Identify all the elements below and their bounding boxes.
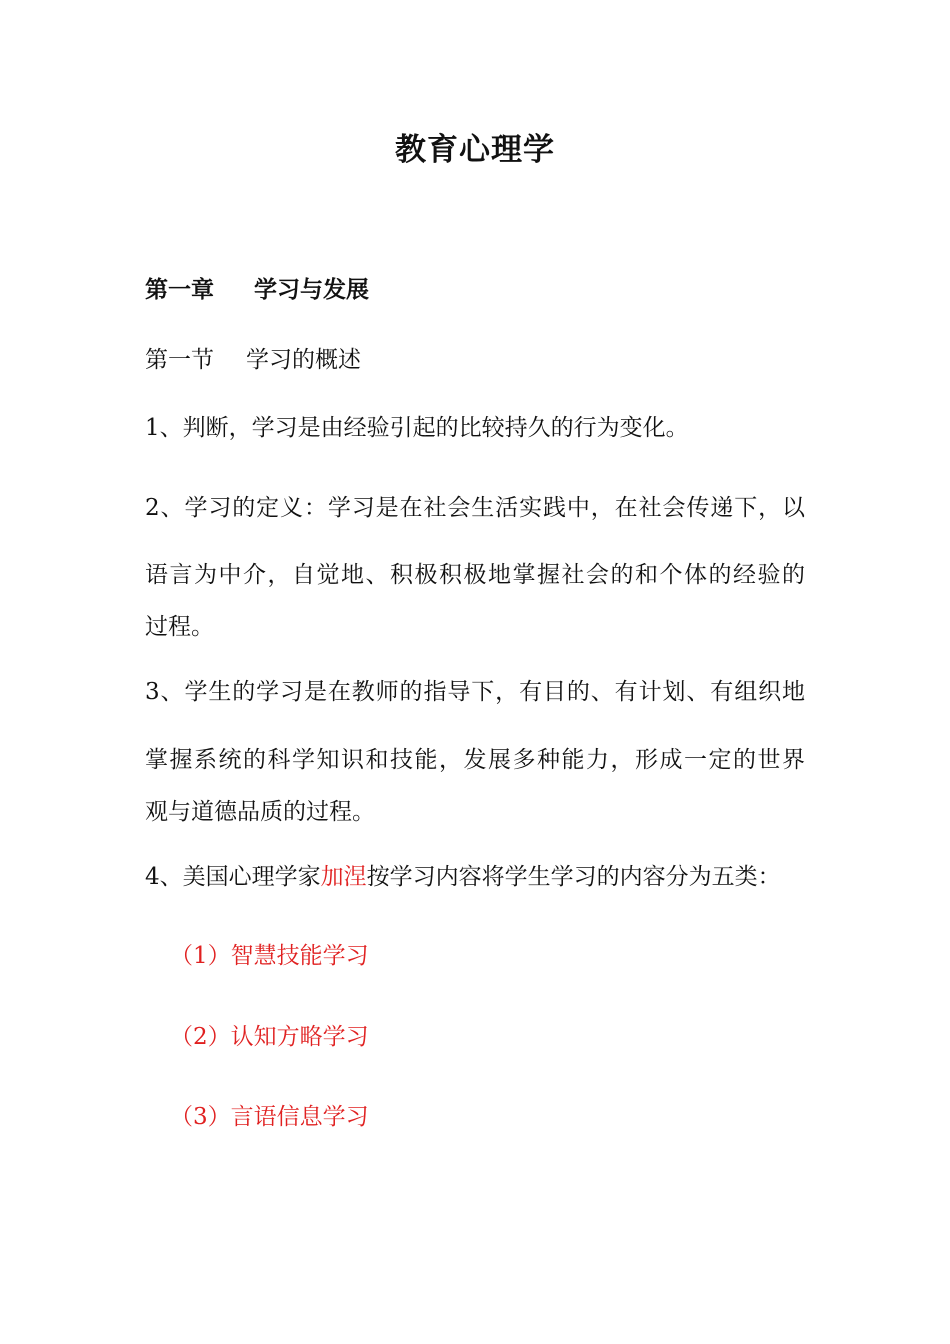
list-item: （1）智慧技能学习 (170, 943, 369, 969)
section-name: 学习的概述 (246, 347, 361, 373)
section-heading (145, 345, 361, 375)
list-item: （2）认知方略学习 (170, 1024, 369, 1050)
paragraph-2-line-2: 语言为中介，自觉地、积极积极地掌握社会的和个体的经验的 (145, 562, 805, 588)
document-title: 教育心理学 (395, 132, 555, 168)
highlighted-name: 加涅 (320, 864, 367, 890)
chapter-name: 学习与发展 (254, 276, 369, 303)
paragraph-2-line-3: 过程。 (145, 614, 214, 640)
paragraph-3-line-3: 观与道德品质的过程。 (145, 799, 375, 825)
chapter-heading (145, 275, 369, 305)
paragraph-3-line-1: 3、学生的学习是在教师的指导下，有目的、有计划、有组织地 (145, 679, 805, 705)
chapter-number: 第一章 (145, 276, 214, 303)
paragraph-4-lead: 4、美国心理学家 (145, 864, 321, 890)
list-item: （3）言语信息学习 (170, 1104, 369, 1130)
section-number: 第一节 (145, 347, 214, 373)
paragraph-4-rest: 按学习内容将学生学习的内容分为五类： (366, 864, 781, 890)
paragraph-1: 1、判断，学习是由经验引起的比较持久的行为变化。 (145, 415, 689, 441)
paragraph-2-line-1: 2、学习的定义：学习是在社会生活实践中，在社会传递下，以 (145, 495, 805, 521)
paragraph-3-line-2: 掌握系统的科学知识和技能，发展多种能力，形成一定的世界 (145, 747, 805, 773)
paragraph-4 (145, 862, 781, 892)
